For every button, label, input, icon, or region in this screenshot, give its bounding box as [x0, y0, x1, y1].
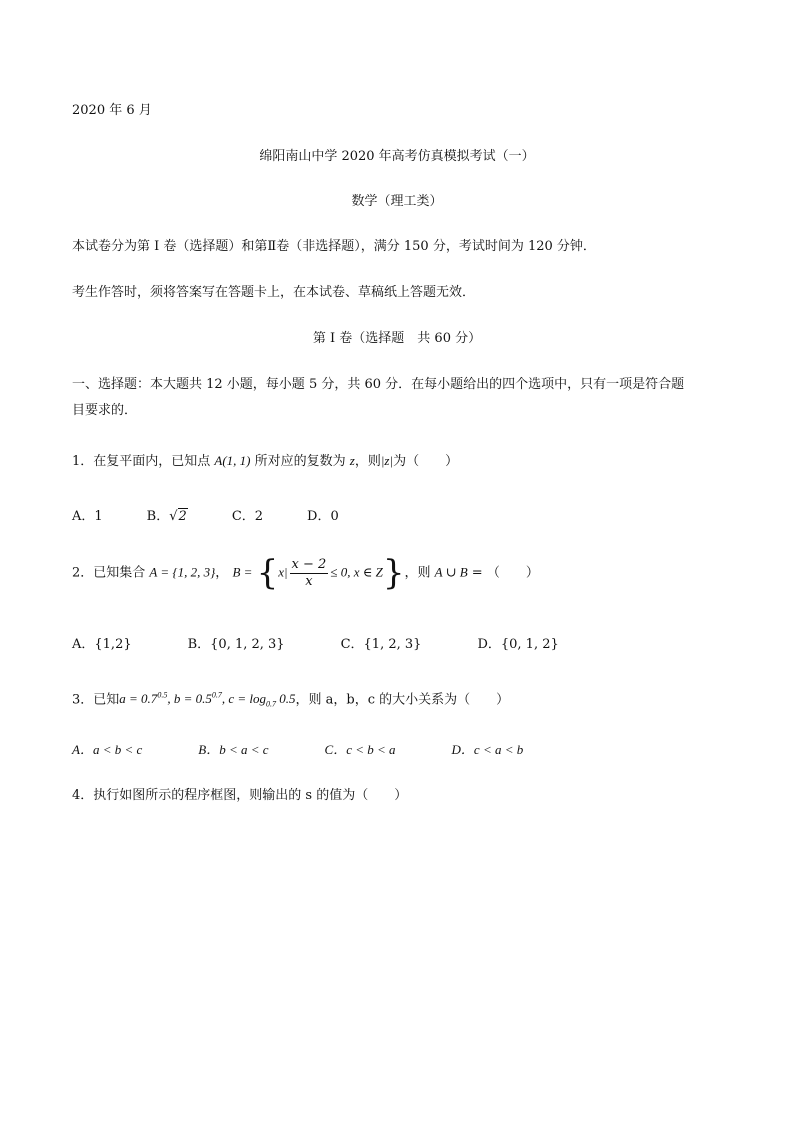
section-intro-line-2: 目要求的．	[72, 403, 138, 418]
q3-suffix: ，则 a，b，c 的大小关系为（	[295, 692, 471, 708]
q1-option-d[interactable]: D．0	[307, 509, 339, 524]
intro-line-1: 本试卷分为第 I 卷（选择题）和第Ⅱ卷（非选择题），满分 150 分，考试时间为 120 分钟．	[72, 239, 596, 254]
q2-set-b-rest: ≤ 0, x ∈ Z	[330, 564, 383, 580]
q2-option-b[interactable]: B．{0, 1, 2, 3}	[187, 637, 285, 652]
q1-close: ）	[445, 454, 459, 469]
q3-option-a[interactable]: A．a < b < c	[72, 742, 143, 757]
q3-options	[72, 741, 579, 760]
question-1	[72, 452, 458, 471]
intro-line-2: 考生作答时，须将答案写在答题卡上，在本试卷、草稿纸上答题无效．	[72, 285, 476, 300]
q2-set-b-lhs: B =	[232, 564, 253, 580]
q2-option-a[interactable]: A．{1,2}	[72, 637, 132, 652]
q1-option-b[interactable]: B．√2	[147, 508, 188, 526]
q1-option-a[interactable]: A．1	[72, 509, 103, 524]
q1-options	[72, 508, 383, 526]
q1-middle: 所对应的复数为	[250, 454, 350, 469]
q2-set-a: A = {1, 2, 3}	[149, 564, 216, 580]
q3-option-c[interactable]: C．c < b < a	[324, 742, 396, 757]
left-brace: {	[256, 553, 279, 593]
q1-prefix: 1．在复平面内，已知点	[72, 454, 215, 469]
q3-option-d[interactable]: D．c < a < b	[451, 742, 524, 757]
q2-option-c[interactable]: C．{1, 2, 3}	[340, 637, 422, 652]
q4-text: 4．执行如图所示的程序框图，则输出的 s 的值为（	[72, 788, 369, 803]
q2-set-b-x: x|	[278, 564, 288, 580]
q3-option-b[interactable]: B．b < a < c	[198, 742, 269, 757]
q1-option-c[interactable]: C．2	[231, 509, 264, 524]
question-2: 2．已知集合 A = {1, 2, 3}， B = {x| $\frac{x - 2}{x}$ ≤ 0, x ∈ Z}，则 A ∪ B = （ ）	[72, 553, 539, 593]
q2-option-d[interactable]: D．{0, 1, 2}	[477, 637, 559, 652]
q2-then: ，则	[404, 565, 435, 581]
q1-suffix1: ，则	[354, 454, 381, 469]
q1-suffix2: 为（	[393, 454, 420, 469]
section-intro-line-1: 一、选择题：本大题共 12 小题，每小题 5 分，共 60 分．在每小题给出的四个选项中，只有一项是符合题	[72, 377, 685, 392]
q2-options	[72, 636, 615, 654]
sqrt-symbol: √2	[169, 509, 187, 524]
exam-title: 绵阳南山中学 2020 年高考仿真模拟考试（一）	[259, 149, 535, 164]
q2-prefix: 2．已知集合	[72, 565, 150, 581]
q1-var: z	[349, 453, 355, 468]
q2-union: A ∪ B	[434, 564, 468, 580]
q2-fraction: $\frac{x - 2}{x}$	[291, 556, 327, 589]
q3-prefix: 3．已知	[72, 692, 120, 708]
section-title: 第 I 卷（选择题 共 60 分）	[312, 331, 482, 346]
q3-a: $a = 0.7^{0.5}$, $b = 0.5^{0.7}$, $c = \log_{0.7} 0.5$	[119, 691, 296, 709]
q1-point: A(1, 1)	[214, 453, 251, 468]
question-4: 4．执行如图所示的程序框图，则输出的 s 的值为（ ）	[72, 788, 408, 803]
right-brace: }	[382, 553, 405, 593]
question-3: 3．已知$a = 0.7^{0.5}$, $b = 0.5^{0.7}$, $c = \log_{0.7} 0.5$，则 a，b，c 的大小关系为（ ）	[72, 691, 510, 709]
q1-abs: |z|	[380, 453, 394, 468]
exam-date: 2020 年 6 月	[72, 103, 152, 118]
exam-subtitle: 数学（理工类）	[351, 194, 443, 209]
